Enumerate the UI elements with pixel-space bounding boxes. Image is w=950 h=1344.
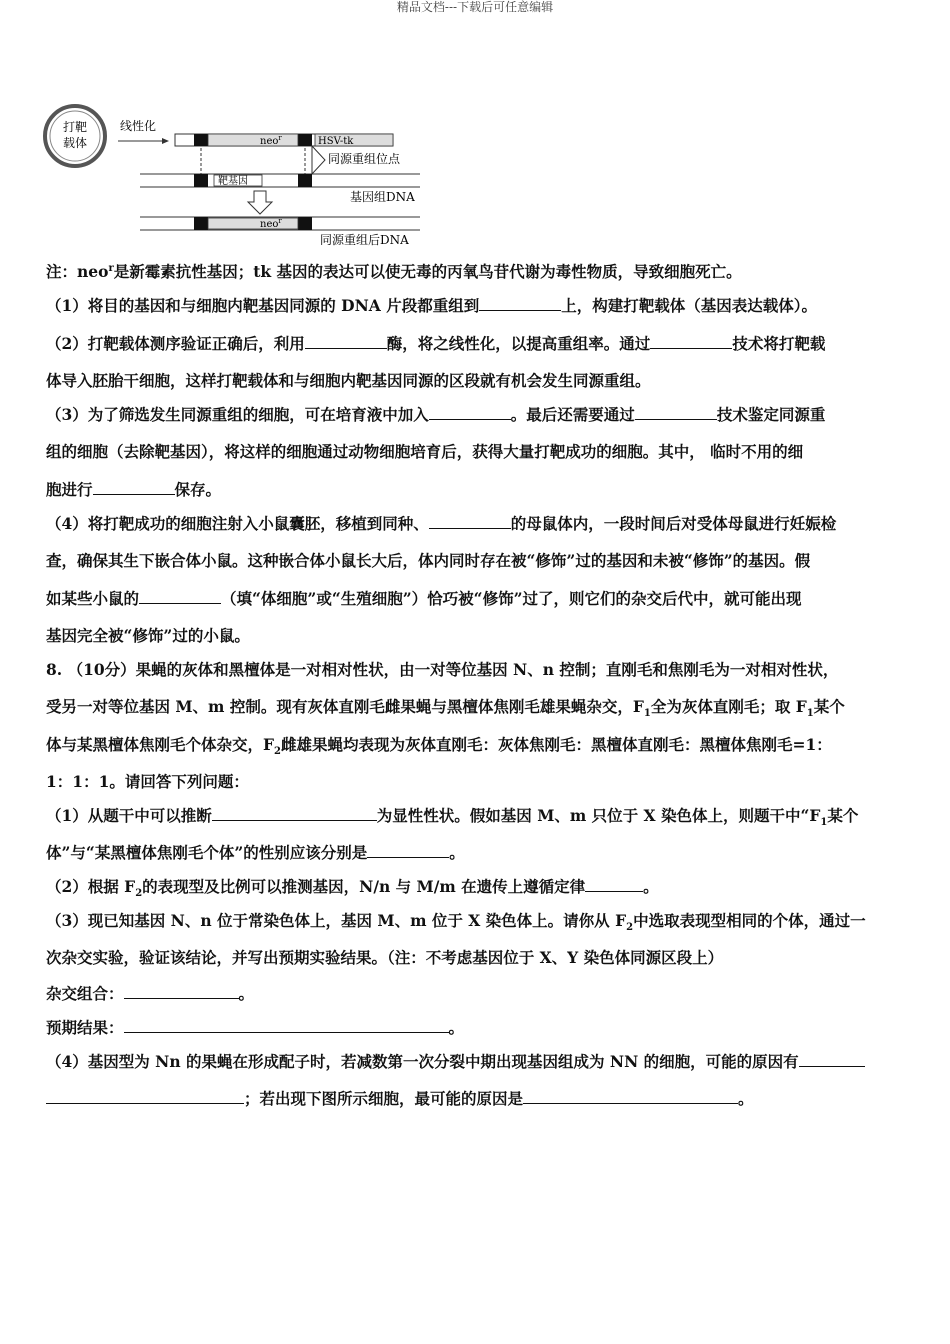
cross-line: 杂交组合： 。: [46, 984, 255, 1003]
targeting-vector-circle: [45, 106, 105, 166]
neo2-label: neo$^r$: [260, 217, 282, 230]
after-recombination-label: 同源重组后DNA: [320, 233, 409, 247]
answer-blank[interactable]: [124, 984, 239, 999]
b3-line2: 次杂交实验，验证该结论，并写出预期实验结果。（注：不考虑基因位于 X、Y 染色体同源区段上）: [46, 948, 724, 967]
b1-line1: （1）从题干中可以推断 为显性性状。假如基因 M、m 只位于 X 染色体上，则题干中“$F_1$某个: [46, 806, 859, 829]
hsv-tk-label: HSV-tk: [318, 136, 354, 147]
answer-blank[interactable]: [429, 514, 511, 529]
answer-blank[interactable]: [523, 1089, 738, 1104]
b4-line1: （4）基因型为 Nn 的果蝇在形成配子时，若减数第一次分裂中期出现基因组成为 NN 的细胞，可能的原因有: [46, 1052, 904, 1072]
answer-blank[interactable]: [367, 843, 449, 858]
circle-label-1: 打靶: [62, 120, 88, 134]
problem8-line3: 体与某黑檀体焦刚毛个体杂交，$F_2$雌雄果蝇均表现为灰体直刚毛：灰体焦刚毛：黑檀体直刚毛：黑檀体焦刚毛=1：: [46, 735, 832, 758]
q3-line2: 组的细胞（去除靶基因），将这样的细胞通过动物细胞培育后，获得大量打靶成功的细胞。其中， 临时不用的细: [46, 442, 804, 461]
b1-line2: 体”与“某黑檀体焦刚毛个体”的性别应该分别是 。: [46, 843, 465, 862]
answer-blank[interactable]: [429, 405, 511, 420]
answer-blank[interactable]: [585, 877, 643, 892]
q2-line1: （2）打靶载体测序验证正确后，利用 酶，将之线性化，以提高重组率。通过 技术将打靶载: [46, 334, 826, 353]
expect-line: 预期结果： 。: [46, 1018, 465, 1037]
q4-line4: 基因完全被“修饰”过的小鼠。: [46, 626, 250, 645]
note-line: 注：neo$^r$是新霉素抗性基因；tk 基因的表达可以使无毒的丙氧鸟苷代谢为毒性物质，导致细胞死亡。: [46, 262, 742, 281]
answer-blank[interactable]: [635, 405, 717, 420]
down-arrow-icon: [248, 191, 272, 214]
b3-line1: （3）现已知基因 N、n 位于常染色体上，基因 M、m 位于 X 染色体上。请你从 $F_2$中选取表现型相同的个体，通过一: [46, 911, 866, 934]
answer-blank[interactable]: [124, 1018, 449, 1033]
problem8-line2: 受另一对等位基因 M、m 控制。现有灰体直刚毛雌果蝇与黑檀体焦刚毛雄果蝇杂交，$F_1$全为灰体直刚毛；取 $F_1$某个: [46, 697, 845, 720]
homolog-site-label: 同源重组位点: [328, 152, 401, 166]
problem8-line4: 1：1：1。请回答下列问题：: [46, 772, 249, 791]
q1-line: （1）将目的基因和与细胞内靶基因同源的 DNA 片段都重组到 上，构建打靶载体（基因表达载体）。: [46, 296, 817, 315]
linearize-arrow-icon: [118, 138, 169, 144]
answer-blank[interactable]: [212, 806, 377, 821]
b2-line: （2）根据 $F_2$的表现型及比例可以推测基因，N/n 与 M/m 在遗传上遵循定律 。: [46, 877, 659, 900]
genome-dna: [140, 174, 420, 187]
answer-blank[interactable]: [650, 334, 732, 349]
q4-line2: 查，确保其生下嵌合体小鼠。这种嵌合体小鼠长大后，体内同时存在被“修饰”过的基因和未被“修饰”的基因。假: [46, 551, 811, 570]
neo-label: neo$^r$: [260, 134, 282, 147]
q2-line2: 体导入胚胎干细胞，这样打靶载体和与细胞内靶基因同源的区段就有机会发生同源重组。: [46, 371, 651, 390]
answer-blank[interactable]: [93, 480, 175, 495]
page-header: 精品文档---下载后可任意编辑: [396, 0, 554, 14]
linearize-label: 线性化: [120, 119, 157, 133]
circle-label-2: 载体: [62, 136, 88, 150]
answer-blank[interactable]: [479, 296, 561, 311]
q3-line3: 胞进行 保存。: [46, 480, 222, 499]
b4-line2: ；若出现下图所示细胞，最可能的原因是 。: [46, 1089, 904, 1109]
q4-line1: （4）将打靶成功的细胞注射入小鼠囊胚，移植到同种、 的母鼠体内，一段时间后对受体母鼠进行妊娠检: [46, 514, 837, 533]
problem8-line1: 8. （10分）果蝇的灰体和黑檀体是一对相对性状，由一对等位基因 N、n 控制；直刚毛和焦刚毛为一对相对性状，: [46, 660, 839, 679]
linear-vector: [175, 134, 393, 147]
q3-line1: （3）为了筛选发生同源重组的细胞，可在培育液中加入 。最后还需要通过 技术鉴定同源重: [46, 405, 826, 424]
q4-line3: 如某些小鼠的 （填“体细胞”或“生殖细胞”）恰巧被“修饰”过了，则它们的杂交后代中，就可能出现: [46, 589, 802, 608]
genome-dna-label: 基因组DNA: [350, 190, 415, 204]
answer-blank[interactable]: [46, 1089, 244, 1104]
answer-blank[interactable]: [139, 589, 221, 604]
answer-blank[interactable]: [799, 1052, 865, 1067]
answer-blank[interactable]: [305, 334, 387, 349]
target-gene-label: 靶基因: [218, 176, 248, 187]
recombined-dna: [140, 217, 420, 230]
homolog-arrows: [201, 146, 325, 176]
gene-targeting-diagram: [40, 98, 440, 248]
